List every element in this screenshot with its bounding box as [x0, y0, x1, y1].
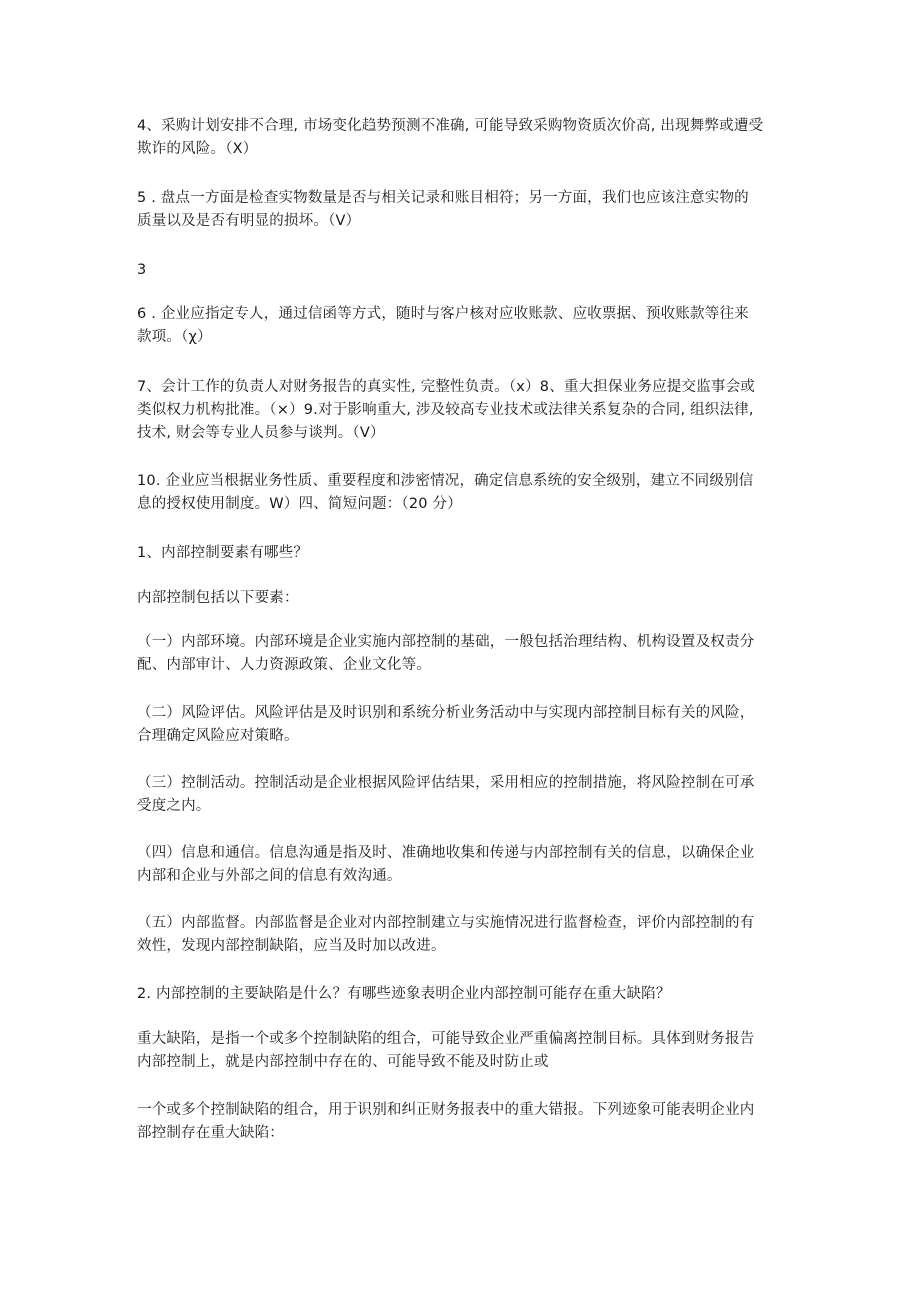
- element-information-communication: [137, 842, 787, 888]
- short-question-2: [137, 983, 787, 1006]
- text-line: 欺诈的风险。（X）: [137, 141, 258, 157]
- text-line: 内部控制包括以下要素：: [137, 590, 299, 606]
- text-line: 部控制存在重大缺陷：: [137, 1125, 284, 1141]
- text-line: 3: [137, 262, 147, 278]
- text-line: 款项。（χ）: [137, 329, 212, 345]
- text-line: 受度之内。: [137, 798, 211, 814]
- answer-2-part-1: [137, 1028, 787, 1074]
- text-line: （五）内部监督。内部监督是企业对内部控制建立与实施情况进行监督检查，评价内部控制的有: [137, 915, 755, 931]
- text-line: 一个或多个控制缺陷的组合，用于识别和纠正财务报表中的重大错报。下列迹象可能表明企业内: [137, 1102, 755, 1118]
- question-5: [137, 187, 787, 233]
- question-10: [137, 470, 787, 516]
- element-risk-assessment: [137, 702, 787, 748]
- answer-intro: [137, 587, 787, 610]
- text-line: 6 . 企业应指定专人，通过信函等方式，随时与客户核对应收账款、应收票据、预收账款等往来: [137, 306, 749, 322]
- text-line: 配、内部审计、人力资源政策、企业文化等。: [137, 657, 431, 673]
- page-number: [137, 259, 787, 282]
- questions-7-9: [137, 376, 787, 445]
- text-line: 质量以及是否有明显的损坏。（V）: [137, 213, 361, 229]
- text-line: 7、会计工作的负责人对财务报告的真实性, 完整性负责。（x）8、重大担保业务应提交监事会或: [137, 379, 755, 395]
- text-line: （二）风险评估。风险评估是及时识别和系统分析业务活动中与实现内部控制目标有关的风险，: [137, 705, 755, 721]
- text-line: 5 . 盘点一方面是检查实物数量是否与相关记录和账目相符；另一方面，我们也应该注意实物的: [137, 190, 749, 206]
- text-line: 效性，发现内部控制缺陷，应当及时加以改进。: [137, 938, 446, 954]
- answer-2-part-2: [137, 1099, 787, 1145]
- text-line: 息的授权使用制度。W）四、简短问题：（20 分）: [137, 496, 462, 512]
- element-internal-supervision: [137, 912, 787, 958]
- text-line: 2. 内部控制的主要缺陷是什么？有哪些迹象表明企业内部控制可能存在重大缺陷？: [137, 986, 671, 1002]
- text-line: 重大缺陷，是指一个或多个控制缺陷的组合，可能导致企业严重偏离控制目标。具体到财务报告: [137, 1031, 755, 1047]
- element-control-activities: [137, 772, 787, 818]
- text-line: 合理确定风险应对策略。: [137, 728, 299, 744]
- text-line: （三）控制活动。控制活动是企业根据风险评估结果，采用相应的控制措施，将风险控制在可承: [137, 775, 755, 791]
- text-line: （四）信息和通信。信息沟通是指及时、准确地收集和传递与内部控制有关的信息，以确保企业: [137, 845, 755, 861]
- text-line: 类似权力机构批准。（×）9.对于影响重大, 涉及较高专业技术或法律关系复杂的合同, 组织法律,: [137, 402, 754, 418]
- text-line: 10. 企业应当根据业务性质、重要程度和涉密情况，确定信息系统的安全级别，建立不同级别信: [137, 473, 754, 489]
- text-line: 内部控制上，就是内部控制中存在的、可能导致不能及时防止或: [137, 1054, 549, 1070]
- question-4: [137, 115, 787, 161]
- text-line: 内部和企业与外部之间的信息有效沟通。: [137, 868, 402, 884]
- text-line: 技术, 财会等专业人员参与谈判。（V）: [137, 425, 385, 441]
- text-line: 1、内部控制要素有哪些？: [137, 545, 309, 561]
- short-question-1: [137, 542, 787, 565]
- text-line: （一）内部环境。内部环境是企业实施内部控制的基础，一般包括治理结构、机构设置及权责分: [137, 634, 755, 650]
- element-internal-environment: [137, 631, 787, 677]
- text-line: 4、采购计划安排不合理, 市场变化趋势预测不准确, 可能导致采购物资质次价高, 出现舞弊或遭受: [137, 118, 764, 134]
- question-6: [137, 303, 787, 349]
